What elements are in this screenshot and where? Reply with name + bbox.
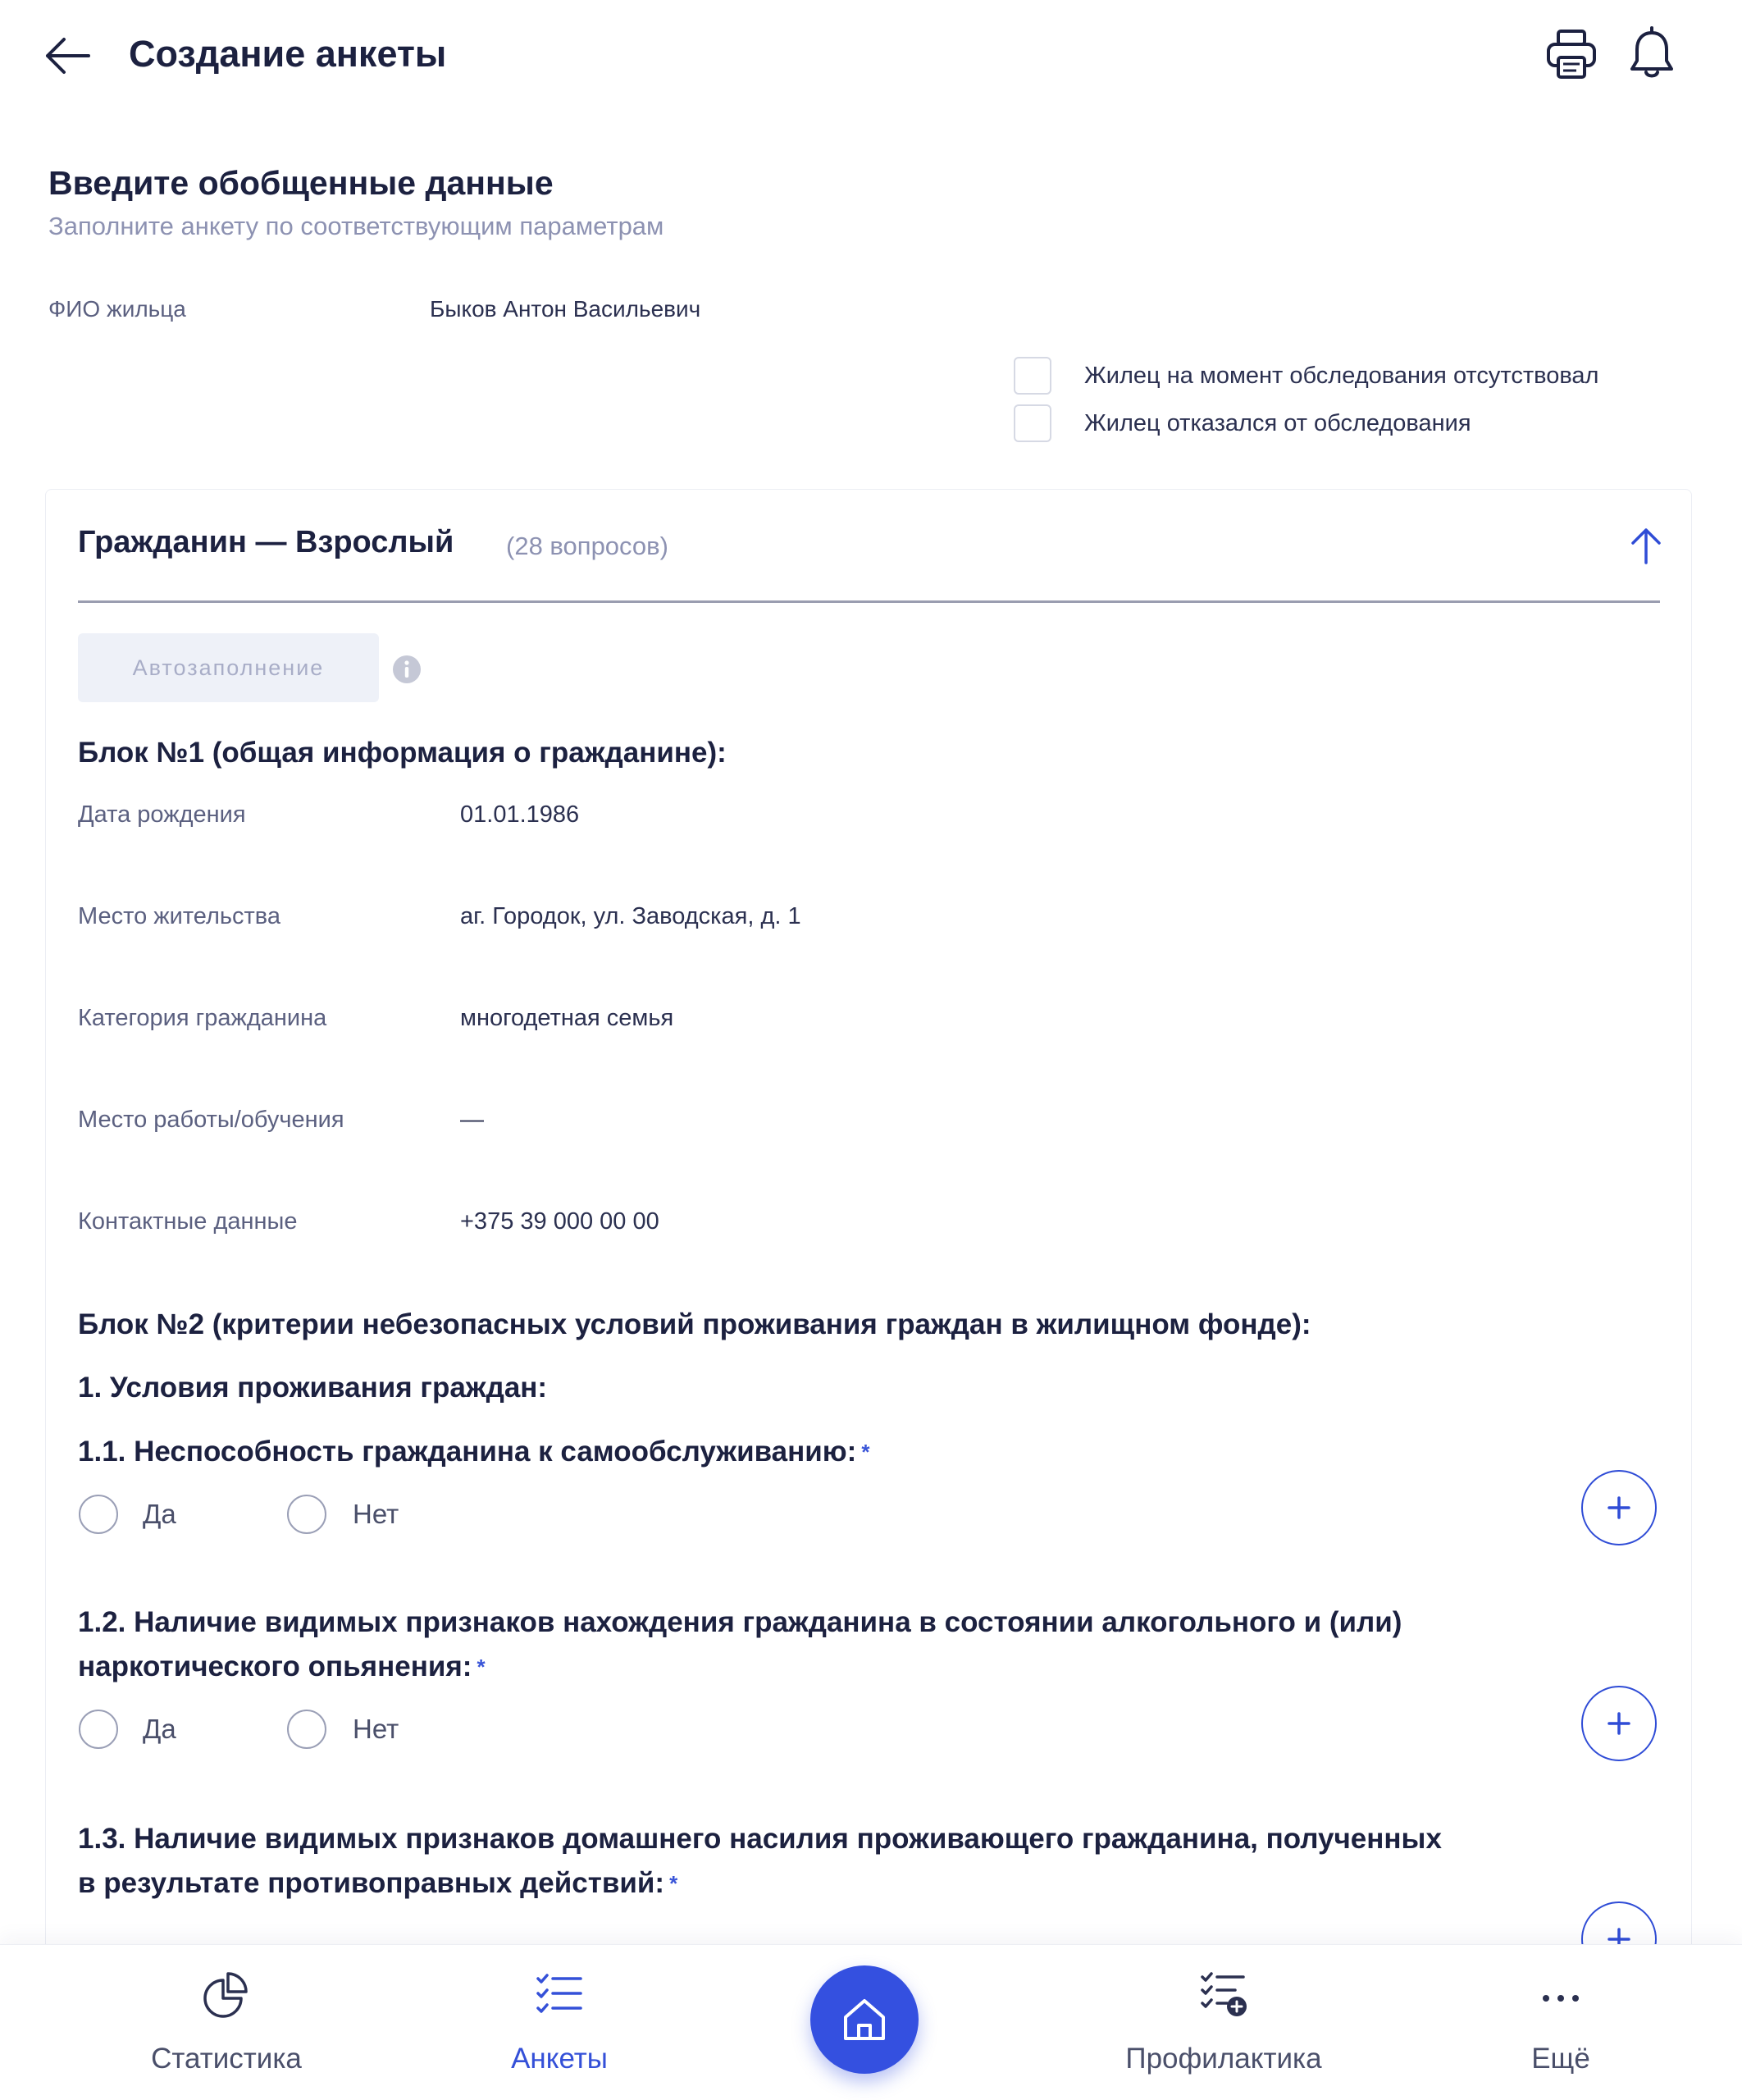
refused-checkbox[interactable] xyxy=(1014,404,1051,442)
question-1-3-line2: в результате противоправных действий: xyxy=(78,1867,665,1899)
nav-home-button[interactable] xyxy=(810,1965,919,2074)
nav-more-label: Ещё xyxy=(1531,2043,1590,2075)
q1-1-no-label: Нет xyxy=(353,1499,399,1529)
q1-1-yes-label: Да xyxy=(143,1499,176,1529)
autofill-button[interactable]: Автозаполнение xyxy=(78,633,379,702)
residence-value: аг. Городок, ул. Заводская, д. 1 xyxy=(460,903,801,929)
card-title: Гражданин — Взрослый xyxy=(78,525,454,559)
q1-1-no-radio[interactable] xyxy=(287,1495,326,1534)
top-bar xyxy=(0,0,1742,115)
nav-more[interactable] xyxy=(1430,1969,1692,2075)
bell-icon xyxy=(1624,26,1680,82)
plus-icon xyxy=(1607,1495,1631,1520)
card-divider xyxy=(78,600,1660,603)
contacts-value: +375 39 000 00 00 xyxy=(460,1208,659,1235)
absent-checkbox-row[interactable] xyxy=(1014,357,1598,395)
print-button[interactable] xyxy=(1544,26,1599,82)
q1-2-yes-label: Да xyxy=(143,1714,176,1744)
collapse-button[interactable] xyxy=(1628,525,1664,566)
section-heading: 1. Условия проживания граждан: xyxy=(78,1372,548,1404)
refused-checkbox-row[interactable] xyxy=(1014,404,1471,442)
question-1-1-text: 1.1. Неспособность гражданина к самообслуживанию: xyxy=(78,1436,857,1468)
checklist-add-icon xyxy=(1199,1969,1248,2020)
questionnaire-card xyxy=(45,489,1692,2048)
work-label: Место работы/обучения xyxy=(78,1107,344,1133)
contacts-label: Контактные данные xyxy=(78,1208,298,1235)
nav-prevention-label: Профилактика xyxy=(1125,2043,1322,2075)
pie-chart-icon xyxy=(202,1969,251,2020)
question-1-2-line2-wrap xyxy=(78,1645,1402,1689)
plus-icon xyxy=(1607,1711,1631,1736)
checklist-icon xyxy=(535,1969,584,2020)
absent-checkbox[interactable] xyxy=(1014,357,1051,395)
block1-title: Блок №1 (общая информация о гражданине): xyxy=(78,737,727,769)
q1-1-yes-radio[interactable] xyxy=(79,1495,118,1534)
section-subtitle: Заполните анкету по соответствующим параметрам xyxy=(48,212,664,240)
resident-name-label: ФИО жильца xyxy=(48,296,186,322)
residence-label: Место жительства xyxy=(78,903,280,929)
question-1-2-line1: 1.2. Наличие видимых признаков нахождения гражданина в состоянии алкогольного и (или) xyxy=(78,1606,1402,1638)
q1-2-no-radio[interactable] xyxy=(287,1710,326,1749)
nav-questionnaires-label: Анкеты xyxy=(511,2043,608,2075)
block2-title: Блок №2 (критерии небезопасных условий проживания граждан в жилищном фонде): xyxy=(78,1308,1311,1340)
q1-2-add-button[interactable] xyxy=(1581,1686,1657,1761)
required-mark: * xyxy=(669,1871,678,1896)
required-mark: * xyxy=(861,1440,870,1464)
section-title: Введите обобщенные данные xyxy=(48,164,554,202)
question-1-2-line2: наркотического опьянения: xyxy=(78,1650,472,1682)
q1-2-no-label: Нет xyxy=(353,1714,399,1744)
birthdate-value: 01.01.1986 xyxy=(460,801,580,828)
more-dots-icon xyxy=(1536,1969,1585,2020)
question-1-3-line1: 1.3. Наличие видимых признаков домашнего насилия проживающего гражданина, полученных xyxy=(78,1823,1442,1855)
refused-checkbox-label: Жилец отказался от обследования xyxy=(1084,409,1471,436)
arrow-up-icon xyxy=(1628,525,1664,566)
nav-questionnaires[interactable] xyxy=(428,1969,691,2075)
question-count: (28 вопросов) xyxy=(506,532,668,560)
birthdate-label: Дата рождения xyxy=(78,801,246,828)
nav-prevention[interactable] xyxy=(1092,1969,1355,2075)
question-1-2 xyxy=(78,1600,1402,1689)
category-label: Категория гражданина xyxy=(78,1005,327,1031)
q1-1-add-button[interactable] xyxy=(1581,1470,1657,1545)
nav-statistics[interactable] xyxy=(95,1969,358,2075)
notifications-button[interactable] xyxy=(1624,26,1680,82)
arrow-left-icon xyxy=(43,36,92,75)
q1-2-yes-radio[interactable] xyxy=(79,1710,118,1749)
resident-name-value: Быков Антон Васильевич xyxy=(430,296,701,322)
question-1-3-line2-wrap xyxy=(78,1861,1442,1906)
printer-icon xyxy=(1544,26,1599,82)
required-mark: * xyxy=(477,1655,486,1679)
page-title: Создание анкеты xyxy=(129,33,447,75)
nav-statistics-label: Статистика xyxy=(151,2043,302,2075)
absent-checkbox-label: Жилец на момент обследования отсутствовал xyxy=(1084,362,1599,389)
home-icon xyxy=(839,1994,890,2045)
category-value: многодетная семья xyxy=(460,1005,674,1031)
question-1-1 xyxy=(78,1430,869,1474)
back-button[interactable] xyxy=(43,36,92,75)
work-value: — xyxy=(460,1107,484,1133)
question-1-3 xyxy=(78,1817,1442,1906)
info-button[interactable] xyxy=(392,655,422,684)
info-icon xyxy=(392,655,422,684)
